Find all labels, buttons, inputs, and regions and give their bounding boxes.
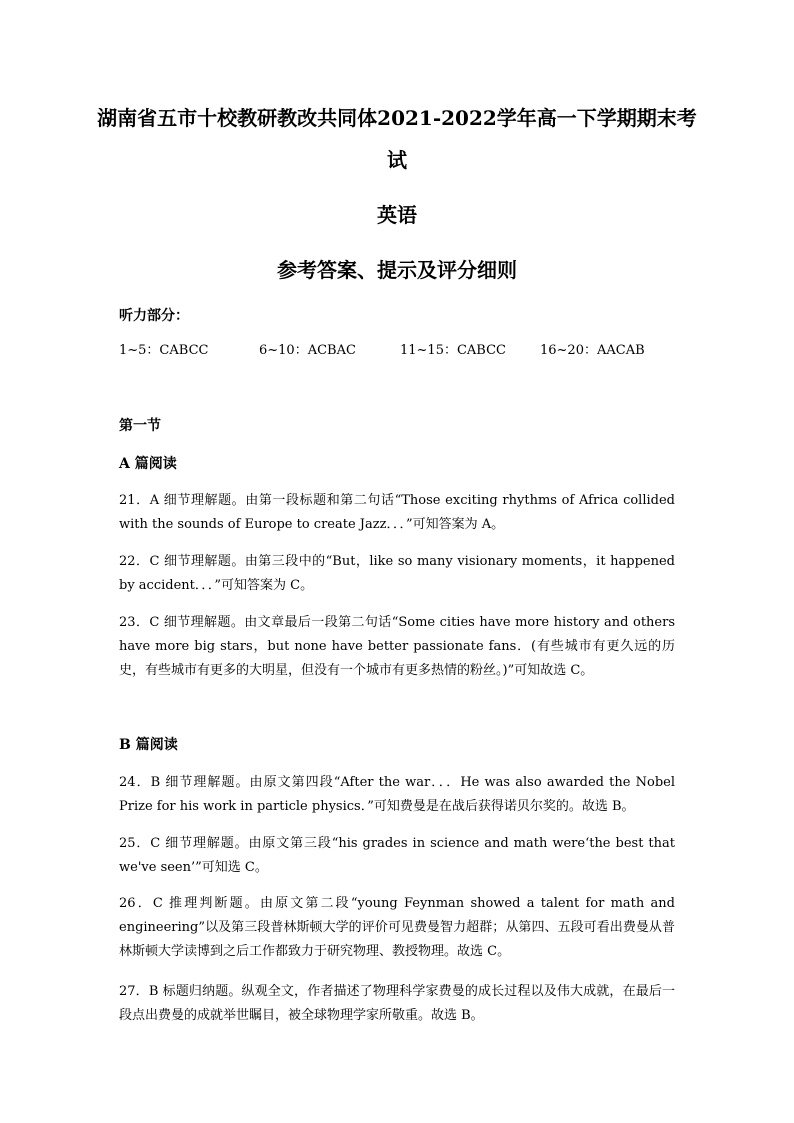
answer-item-23: 23．C 细节理解题。由文章最后一段第二句话“Some cities have more history and others have more big stars，but none have better passionate fans．(有些城市有更久远的历史，有些城市有更多的大明星，但没有一个城市有更多热情的粉丝。)”可知故选 C。 xyxy=(119,615,675,678)
listening-key-11-15: 11~15：CABCC xyxy=(400,343,506,358)
answer-item-27: 27．B 标题归纳题。纵观全文，作者描述了物理科学家费曼的成长过程以及伟大成就，在最后一段点出费曼的成就举世瞩目，被全球物理学家所敬重。故选 B。 xyxy=(119,984,675,1023)
subject-title: 英语 xyxy=(377,203,417,227)
listening-key-6-10: 6~10：ACBAC xyxy=(259,343,356,358)
passage-b-heading: B 篇阅读 xyxy=(119,737,178,753)
answer-item-24: 24．B 细节理解题。由原文第四段“After the war．．．He was also awarded the Nobel Prize for his work in particle physics．”可知费曼是在战后获得诺贝尔奖的。故选 B。 xyxy=(119,775,675,814)
passage-a-heading: A 篇阅读 xyxy=(119,456,177,472)
answer-item-26: 26．C 推理判断题。由原文第二段“young Feynman showed a talent for math and engineering”以及第三段普林斯顿大学的评价可见费曼智力超群；从第四、五段可看出费曼从普林斯顿大学读博到之后工作都致力于研究物理、教授物理。故选 C。 xyxy=(119,896,675,959)
answer-key-subtitle: 参考答案、提示及评分细则 xyxy=(277,258,517,282)
listening-heading: 听力部分： xyxy=(119,308,189,324)
listening-key-1-5: 1~5：CABCC xyxy=(119,343,209,358)
document-title: 湖南省五市十校教研教改共同体2021-2022学年高一下学期期末考 xyxy=(97,106,697,130)
answer-item-21: 21．A 细节理解题。由第一段标题和第二句话“Those exciting rhythms of Africa collided with the sounds of Europe to create Jazz．．．”可知答案为 A。 xyxy=(119,493,675,532)
listening-key-16-20: 16~20：AACAB xyxy=(540,343,645,358)
answer-item-22: 22．C 细节理解题。由第三段中的“But，like so many visionary moments，it happened by accident．．．”可知答案为 C。 xyxy=(119,554,675,593)
section1-heading: 第一节 xyxy=(119,418,161,434)
document-title-continuation: 试 xyxy=(387,148,407,172)
answer-item-25: 25．C 细节理解题。由原文第三段“his grades in science and math were‘the best that we've seen’”可知选 C。 xyxy=(119,836,675,875)
listening-answer-keys xyxy=(119,341,719,361)
